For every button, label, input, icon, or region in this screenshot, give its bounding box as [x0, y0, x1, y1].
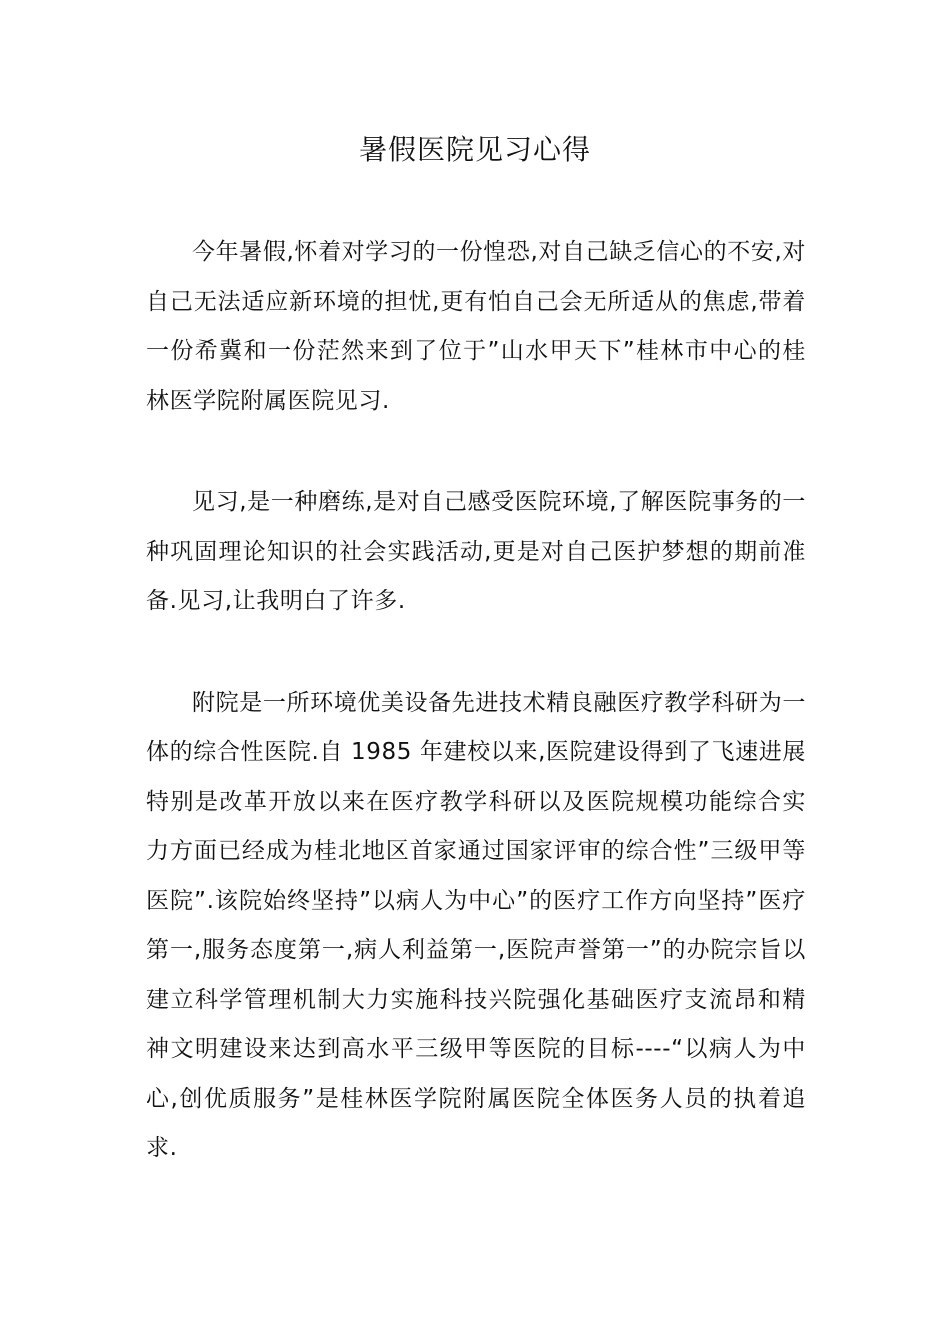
paragraph-2: 见习,是一种磨练,是对自己感受医院环境,了解医院事务的一种巩固理论知识的社会实践活动,更是对自己医护梦想的期前准备.见习,让我明白了许多. [146, 489, 806, 614]
document-title: 暑假医院见习心得 [358, 133, 591, 166]
document-body [146, 228, 806, 1174]
paragraph-3: 附院是一所环境优美设备先进技术精良融医疗教学科研为一体的综合性医院.自 1985 年建校以来,医院建设得到了飞速进展特别是改革开放以来在医疗教学科研以及医院规模功能综合实力方面已经成为桂北地区首家通过国家评审的综合性”三级甲等医院”.该院始终坚持”以病人为中心”的医疗工作方向坚持”医疗第一,服务态度第一,病人利益第一,医院声誉第一”的办院宗旨以建立科学管理机制大力实施科技兴院强化基础医疗支流昂和精神文明建设来达到高水平三级甲等医院的目标----“以病人为中心,创优质服务”是桂林医学院附属医院全体医务人员的执着追求. [146, 689, 806, 1161]
paragraph-1: 今年暑假,怀着对学习的一份惶恐,对自己缺乏信心的不安,对自己无法适应新环境的担忧,更有怕自己会无所适从的焦虑,带着一份希冀和一份茫然来到了位于”山水甲天下”桂林市中心的桂林医学院附属医院见习. [146, 239, 806, 414]
